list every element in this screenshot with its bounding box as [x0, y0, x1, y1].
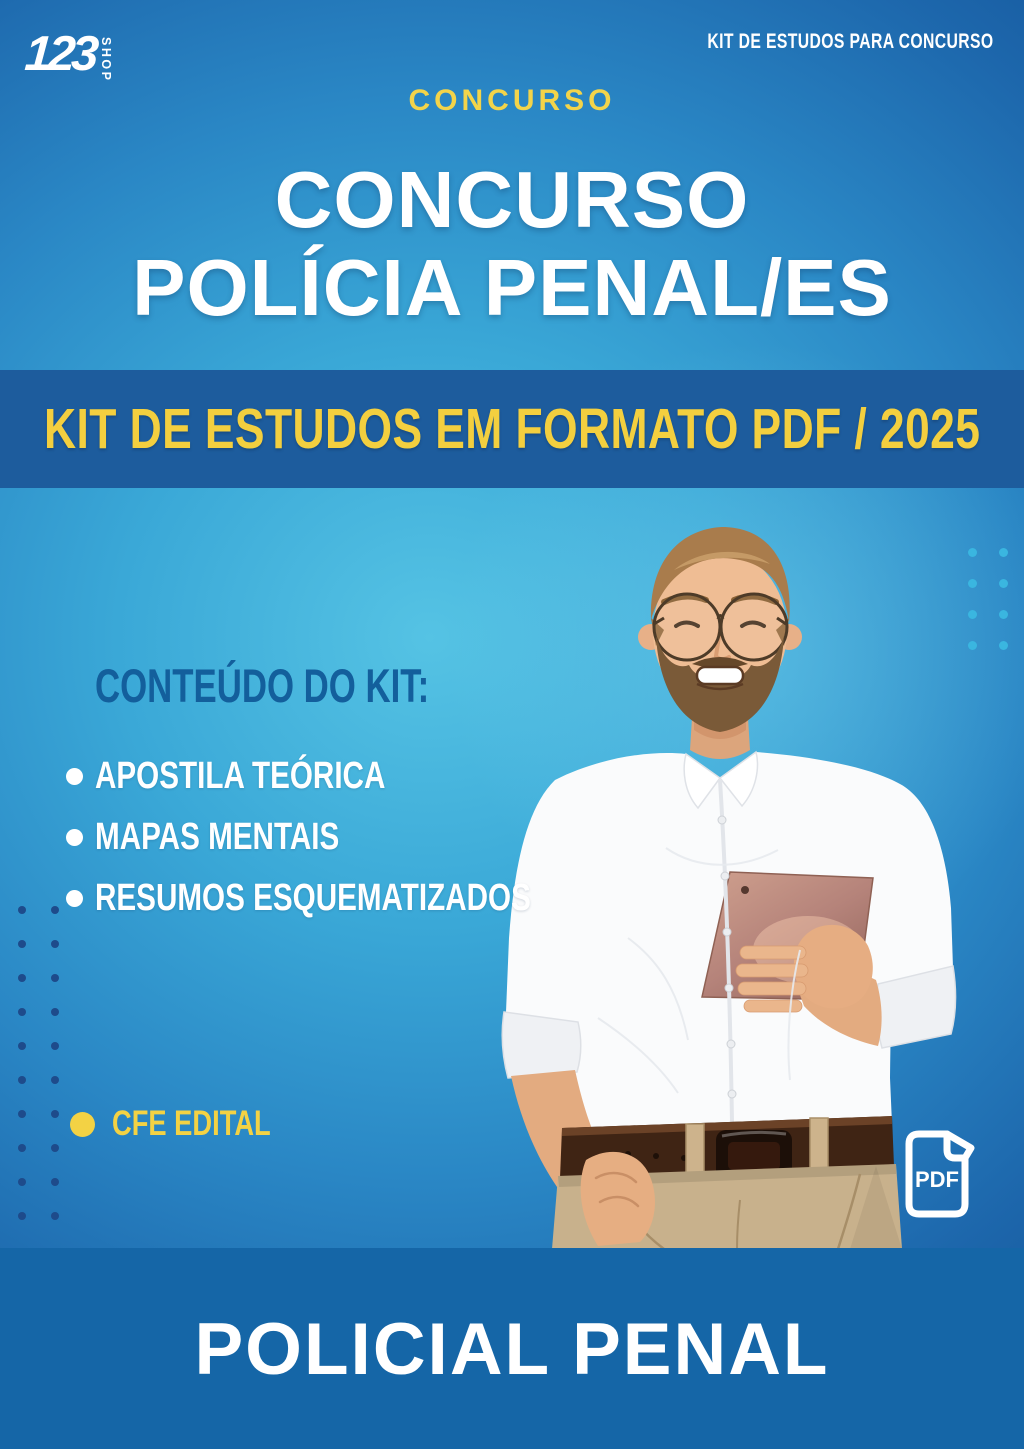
bullet-dot-icon [66, 768, 83, 785]
title-line-2: POLÍCIA PENAL/ES [132, 243, 892, 332]
decor-dot [51, 1144, 59, 1152]
banner-text: KIT DE ESTUDOS EM FORMATO PDF / 2025 [43, 397, 981, 461]
decor-dot [51, 1178, 59, 1186]
decor-dot [51, 1042, 59, 1050]
list-item: MAPAS MENTAIS [66, 817, 654, 857]
kit-bullet-list [66, 756, 654, 939]
decor-dot [51, 974, 59, 982]
decor-dot [18, 1008, 26, 1016]
decor-dot [51, 1076, 59, 1084]
decor-dot [999, 610, 1008, 619]
title-line-1: CONCURSO [274, 155, 750, 244]
decor-dot [51, 940, 59, 948]
decor-dot [18, 906, 26, 914]
decor-dot [18, 1042, 26, 1050]
bullet-dot-icon [66, 829, 83, 846]
eyebrow-text: CONCURSO [408, 84, 616, 117]
bullet-dot-icon [70, 1112, 95, 1137]
highlight-bullet: CFE EDITAL [70, 1104, 316, 1144]
banner-strip [0, 370, 1024, 488]
kicker-text: KIT DE ESTUDOS PARA CONCURSO [707, 30, 994, 53]
decor-dot [51, 1212, 59, 1220]
decor-dot [51, 906, 59, 914]
decor-dot [999, 641, 1008, 650]
pdf-file-icon [897, 1126, 979, 1222]
brand-logo [25, 28, 113, 82]
decor-dot [18, 1110, 26, 1118]
decor-dot [999, 548, 1008, 557]
decor-dot [18, 1076, 26, 1084]
decor-dot [18, 1144, 26, 1152]
decor-dot [18, 940, 26, 948]
decor-dot [51, 1110, 59, 1118]
footer-title: POLICIAL PENAL [194, 1309, 830, 1390]
pdf-label: PDF [915, 1167, 959, 1192]
page-title [0, 156, 1024, 332]
decor-dot [999, 579, 1008, 588]
logo-123-text: 123 [23, 27, 97, 81]
content-heading: CONTEÚDO DO KIT: [95, 659, 430, 712]
decor-dot [51, 1008, 59, 1016]
decor-dots-left [18, 906, 59, 1220]
list-item: APOSTILA TEÓRICA [66, 756, 654, 796]
footer-band [0, 1248, 1024, 1449]
decor-dot [18, 1212, 26, 1220]
decor-dot [18, 1178, 26, 1186]
decor-dot [18, 974, 26, 982]
bullet-dot-icon [66, 890, 83, 907]
list-item: RESUMOS ESQUEMATIZADOS [66, 878, 654, 918]
logo-shop-text: SHOP [98, 37, 113, 83]
